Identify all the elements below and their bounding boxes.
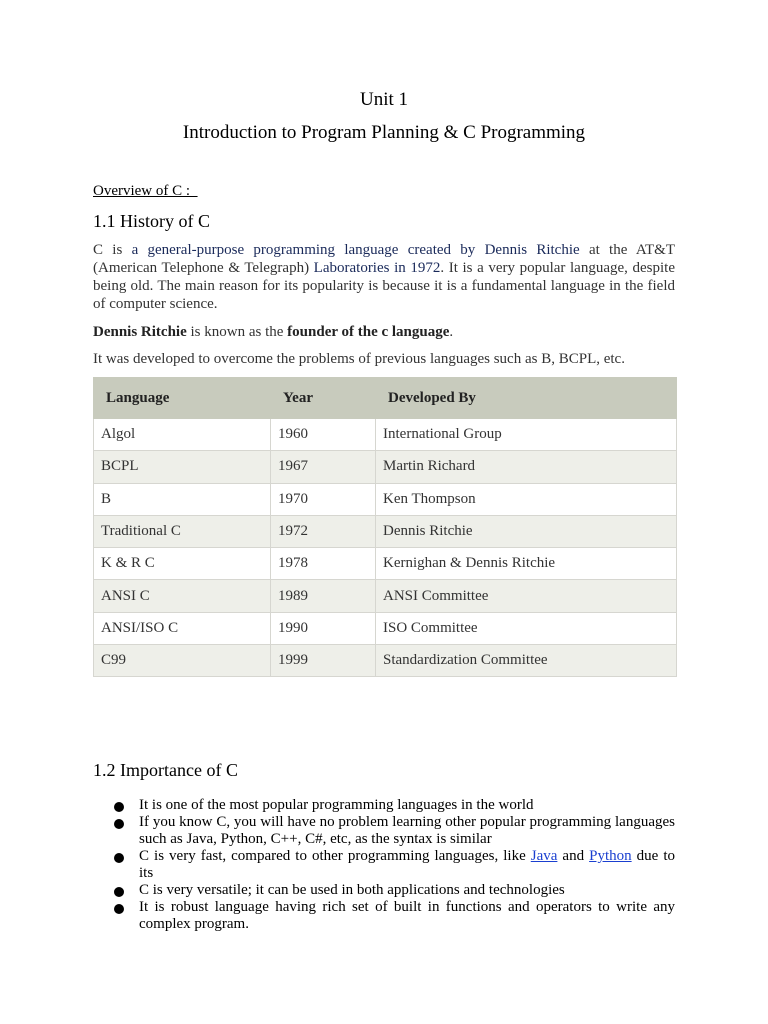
list-item	[112, 899, 675, 933]
python-link[interactable]: Python	[589, 848, 632, 864]
cell-developer: ANSI Committee	[376, 580, 677, 612]
cell-year: 1967	[271, 451, 376, 483]
table-header-row	[94, 378, 677, 419]
list-item	[112, 814, 675, 848]
cell-year: 1989	[271, 580, 376, 612]
overview-heading: Overview of C :	[93, 183, 198, 199]
cell-developer: Kernighan & Dennis Ritchie	[376, 548, 677, 580]
table-row	[94, 612, 677, 644]
importance-list	[112, 797, 675, 933]
history-paragraph	[93, 241, 675, 313]
cell-language: BCPL	[94, 451, 271, 483]
cell-language: Algol	[94, 419, 271, 451]
list-item	[112, 797, 675, 814]
list-item-text: If you know C, you will have no problem learning other popular programming languages such as Java, Python, C++, C#, etc, as the syntax is similar	[139, 814, 675, 847]
bullet-icon	[114, 819, 124, 829]
history-text-b: a general-purpose programming language created by Dennis Ritchie	[131, 242, 580, 258]
founder-end: .	[449, 324, 454, 340]
cell-language: K & R C	[94, 548, 271, 580]
overcome-paragraph: It was developed to overcome the problems of previous languages such as B, BCPL, etc.	[93, 351, 625, 367]
cell-developer: ISO Committee	[376, 612, 677, 644]
list-item	[112, 848, 675, 882]
cell-developer: Standardization Committee	[376, 645, 677, 677]
table-row	[94, 483, 677, 515]
cell-language: ANSI/ISO C	[94, 612, 271, 644]
unit-title: Unit 1	[359, 89, 409, 110]
founder-bold: founder of the c language	[287, 324, 450, 340]
cell-language: C99	[94, 645, 271, 677]
table-row	[94, 645, 677, 677]
cell-language: B	[94, 483, 271, 515]
header-year: Year	[271, 378, 376, 419]
list-item-text-pre: C is very fast, compared to other programming languages, like	[139, 848, 531, 864]
history-text-c: at the AT&T (American Telephone & Telegraph)	[93, 242, 675, 276]
list-item	[112, 882, 675, 899]
list-item-text-mid: and	[557, 848, 590, 864]
cell-year: 1978	[271, 548, 376, 580]
cell-language: ANSI C	[94, 580, 271, 612]
importance-heading: 1.2 Importance of C	[93, 760, 238, 780]
history-text-d: Laboratories in 1972	[313, 260, 441, 276]
table-row	[94, 515, 677, 547]
cell-language: Traditional C	[94, 515, 271, 547]
bullet-icon	[114, 802, 124, 812]
list-item-text: C is very versatile; it can be used in both applications and technologies	[139, 882, 565, 898]
cell-developer: Ken Thompson	[376, 483, 677, 515]
history-text-e: . It is a very popular language, despite being old. The main reason for its popularity is because it is a fundamental language in the field of computer science.	[93, 260, 675, 312]
page-title: Introduction to Program Planning & C Programming	[182, 122, 586, 143]
bullet-icon	[114, 904, 124, 914]
founder-paragraph	[93, 323, 675, 341]
table-row	[94, 580, 677, 612]
cell-year: 1972	[271, 515, 376, 547]
java-link[interactable]: Java	[530, 848, 558, 864]
bullet-icon	[114, 853, 124, 863]
cell-developer: Dennis Ritchie	[376, 515, 677, 547]
table-row	[94, 419, 677, 451]
language-table	[93, 377, 677, 677]
list-item-text-post: due to its	[139, 848, 675, 881]
history-text-a: C is	[93, 242, 132, 258]
list-item-text: It is one of the most popular programming languages in the world	[139, 797, 534, 813]
table-row	[94, 548, 677, 580]
header-language: Language	[94, 378, 271, 419]
cell-year: 1990	[271, 612, 376, 644]
table-row	[94, 451, 677, 483]
bullet-icon	[114, 887, 124, 897]
cell-year: 1999	[271, 645, 376, 677]
founder-name: Dennis Ritchie	[93, 324, 187, 340]
cell-year: 1970	[271, 483, 376, 515]
list-item-text: It is robust language having rich set of built in functions and operators to write any complex program.	[139, 899, 675, 932]
header-developed-by: Developed By	[376, 378, 677, 419]
cell-year: 1960	[271, 419, 376, 451]
cell-developer: International Group	[376, 419, 677, 451]
history-heading: 1.1 History of C	[93, 211, 210, 231]
founder-mid: is known as the	[186, 324, 288, 340]
cell-developer: Martin Richard	[376, 451, 677, 483]
